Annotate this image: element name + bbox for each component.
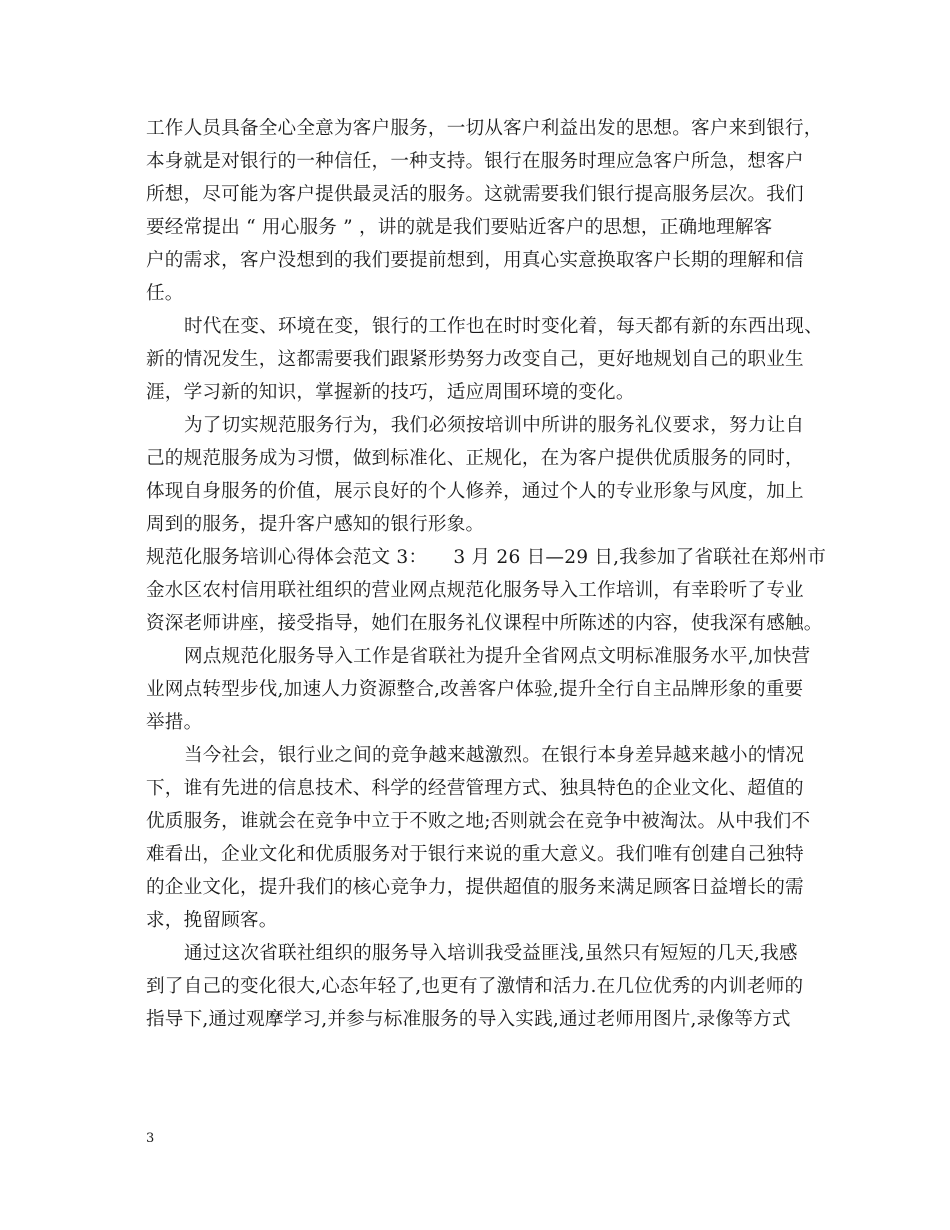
document-body bbox=[146, 112, 826, 1036]
text-line: 户的需求，客户没想到的我们要提前想到，用真心实意换取客户长期的理解和信 bbox=[146, 250, 804, 271]
text-line: 要经常提出 “ 用心服务 ” ，讲的就是我们要贴近客户的思想，正确地理解客 bbox=[146, 217, 773, 238]
text-line: 任。 bbox=[146, 283, 184, 304]
paragraph-first-line: 当今社会，银行业之间的竞争越来越激烈。在银行本身差异越来越小的情况 bbox=[184, 745, 805, 766]
text-line: 工作人员具备全心全意为客户服务，一切从客户利益出发的思想。客户来到银行， bbox=[146, 118, 823, 139]
text-line: 涯，学习新的知识，掌握新的技巧，适应周围环境的变化。 bbox=[146, 382, 635, 403]
section-heading-date-text: 3 月 26 日—29 日,我参加了省联社在郑州市 bbox=[453, 547, 826, 568]
text-line: 体现自身服务的价值，展示良好的个人修养，通过个人的专业形象与风度，加上 bbox=[146, 481, 804, 502]
paragraph-first-line: 时代在变、环境在变，银行的工作也在时时变化着，每天都有新的东西出现、 bbox=[184, 316, 823, 337]
text-line: 举措。 bbox=[146, 712, 203, 733]
text-line: 周到的服务，提升客户感知的银行形象。 bbox=[146, 514, 485, 535]
text-line: 求，挽留顾客。 bbox=[146, 910, 278, 931]
text-line: 到了自己的变化很大,心态年轻了,也更有了激情和活力.在几位优秀的内训老师的 bbox=[146, 976, 804, 997]
text-line: 难看出，企业文化和优质服务对于银行来说的重大意义。我们唯有创建自己独特 bbox=[146, 844, 804, 865]
text-line: 业网点转型步伐,加速人力资源整合,改善客户体验,提升全行自主品牌形象的重要 bbox=[146, 679, 804, 700]
text-line: 的企业文化，提升我们的核心竞争力，提供超值的服务来满足顾客日益增长的需 bbox=[146, 877, 804, 898]
text-line: 下，谁有先进的信息技术、科学的经营管理方式、独具特色的企业文化、超值的 bbox=[146, 778, 804, 799]
paragraph-first-line: 为了切实规范服务行为，我们必须按培训中所讲的服务礼仪要求，努力让自 bbox=[184, 415, 805, 436]
text-line: 所想，尽可能为客户提供最灵活的服务。这就需要我们银行提高服务层次。我们 bbox=[146, 184, 804, 205]
text-line: 优质服务，谁就会在竞争中立于不败之地;否则就会在竞争中被淘汰。从中我们不 bbox=[146, 811, 811, 832]
text-line: 资深老师讲座，接受指导，她们在服务礼仪课程中所陈述的内容，使我深有感触。 bbox=[146, 613, 823, 634]
text-line: 新的情况发生，这都需要我们跟紧形势努力改变自己，更好地规划自己的职业生 bbox=[146, 349, 804, 370]
text-line: 指导下,通过观摩学习,并参与标准服务的导入实践,通过老师用图片,录像等方式 bbox=[146, 1009, 791, 1030]
page-number: 3 bbox=[146, 1131, 155, 1146]
section-heading-label: 规范化服务培训心得体会范文 3： bbox=[146, 547, 428, 568]
section-heading-line bbox=[146, 541, 826, 574]
paragraph-first-line: 网点规范化服务导入工作是省联社为提升全省网点文明标准服务水平,加快营 bbox=[184, 646, 811, 667]
heading-gap bbox=[427, 541, 453, 574]
text-line: 本身就是对银行的一种信任，一种支持。银行在服务时理应急客户所急，想客户 bbox=[146, 151, 804, 172]
paragraph-first-line: 通过这次省联社组织的服务导入培训我受益匪浅,虽然只有短短的几天,我感 bbox=[184, 943, 798, 964]
text-line: 己的规范服务成为习惯，做到标准化、正规化，在为客户提供优质服务的同时， bbox=[146, 448, 804, 469]
text-line: 金水区农村信用联社组织的营业网点规范化服务导入工作培训，有幸聆听了专业 bbox=[146, 580, 804, 601]
